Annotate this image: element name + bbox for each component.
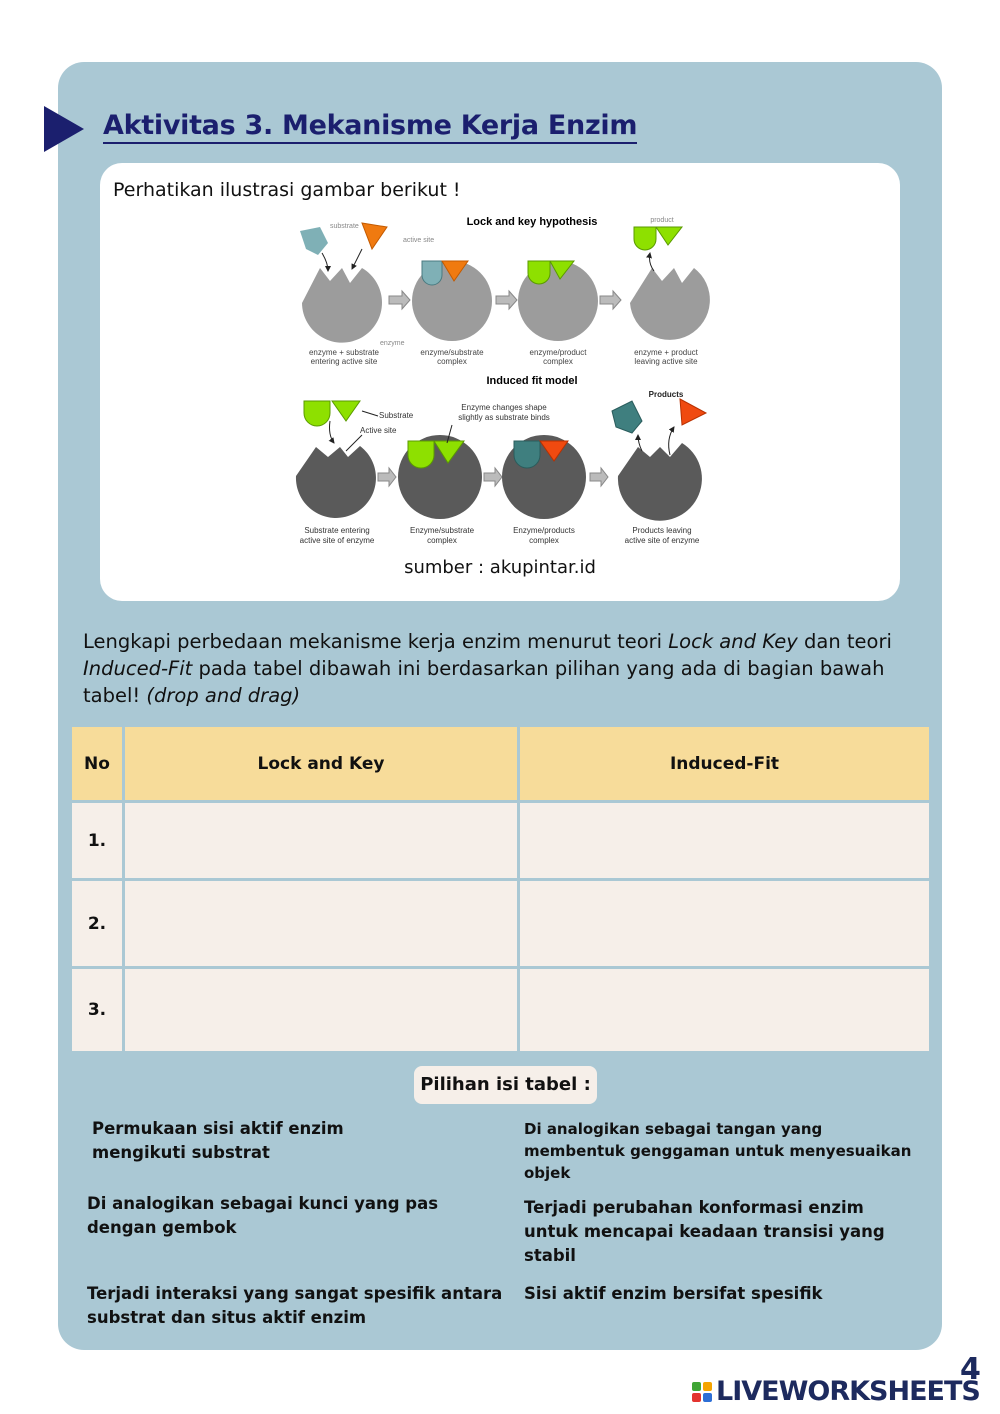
enzyme-mechanism-figure: [282, 211, 722, 551]
lk-substrate-orange: [362, 223, 387, 249]
header-no: No: [72, 727, 122, 800]
if-title: Induced fit model: [486, 375, 578, 387]
if-active-site-label: Active site: [360, 426, 397, 435]
if-step1-line2: active site of enzyme: [299, 536, 375, 545]
illustration-card: [100, 163, 900, 601]
lk-step4-line1: enzyme + product: [634, 348, 698, 357]
header-induced-fit: Induced-Fit: [520, 727, 929, 800]
image-source: sumber : akupintar.id: [404, 557, 596, 578]
if-products-label: Products: [648, 390, 684, 399]
option-item[interactable]: Permukaan sisi aktif enzim mengikuti substrat: [92, 1119, 344, 1162]
if-enzyme-4: [618, 443, 702, 521]
lk-step2-line2: complex: [437, 357, 467, 366]
lk-step1-line1: enzyme + substrate: [308, 348, 380, 357]
if-enzyme-1: [296, 446, 376, 518]
row-number: 2.: [72, 881, 122, 966]
table-row: [72, 803, 929, 878]
table-header-row: [72, 727, 929, 800]
if-substrate-label: Substrate: [379, 411, 414, 420]
lk-enzyme-label: enzyme: [380, 340, 405, 347]
option-item[interactable]: Di analogikan sebagai kunci yang pas dengan gembok: [87, 1194, 439, 1237]
row-number: 3.: [72, 969, 122, 1051]
liveworksheets-logo-icon: [692, 1382, 712, 1402]
if-step3-line2: complex: [529, 536, 559, 545]
lk-step1-line2: entering active site: [310, 357, 378, 366]
if-step2-line2: complex: [427, 536, 457, 545]
option-item[interactable]: Terjadi interaksi yang sangat spesifik antara substrat dan situs aktif enzim: [87, 1284, 503, 1327]
if-step3-line1: Enzyme/products: [513, 526, 575, 535]
drop-zone-lock-key-2[interactable]: [125, 881, 517, 966]
watermark-text: LIVEWORKSHEETS: [716, 1376, 980, 1407]
lk-substrate-teal: [300, 227, 328, 255]
lk-substrate-label: substrate: [330, 223, 359, 230]
if-change-line1: Enzyme changes shape: [461, 403, 547, 412]
drop-zone-induced-fit-2[interactable]: [520, 881, 929, 966]
activity-title: Aktivitas 3. Mekanisme Kerja Enzim: [103, 110, 637, 144]
options-title: Pilihan isi tabel :: [414, 1066, 597, 1104]
lk-title: Lock and key hypothesis: [466, 216, 598, 228]
option-item[interactable]: Di analogikan sebagai tangan yang membentuk genggaman untuk menyesuaikan objek: [524, 1120, 912, 1182]
lk-step4-line2: leaving active site: [634, 357, 698, 366]
drop-zone-lock-key-3[interactable]: [125, 969, 517, 1051]
card-intro: Perhatikan ilustrasi gambar berikut !: [113, 179, 461, 201]
lk-step3-line2: complex: [543, 357, 573, 366]
table-row: [72, 881, 929, 966]
if-change-line2: slightly as substrate binds: [458, 413, 550, 422]
lk-active-site-label: active site: [403, 237, 435, 244]
lk-step2-line1: enzyme/substrate: [420, 348, 484, 357]
option-item[interactable]: Sisi aktif enzim bersifat spesifik: [524, 1284, 823, 1303]
if-step2-line1: Enzyme/substrate: [409, 526, 475, 535]
comparison-table: [69, 724, 932, 1054]
liveworksheets-watermark: [692, 1376, 992, 1408]
play-arrow-icon: [44, 106, 84, 152]
page-number: 4: [960, 1352, 981, 1387]
header-lock-key: Lock and Key: [125, 727, 517, 800]
row-number: 1.: [72, 803, 122, 878]
drop-zone-lock-key-1[interactable]: [125, 803, 517, 878]
lk-enzyme-1: [302, 268, 382, 343]
if-step1-line1: Substrate entering: [304, 526, 370, 535]
instruction-text: Lengkapi perbedaan mekanisme kerja enzim menurut teori Lock and Key dan teori Induced-Fit pada tabel dibawah ini berdasarkan pilihan yang ada di bagian bawah tabel! (drop and drag): [83, 630, 892, 707]
lk-step3-line1: enzyme/product: [529, 348, 587, 357]
lk-product-label: product: [650, 217, 674, 224]
drop-zone-induced-fit-3[interactable]: [520, 969, 929, 1051]
if-step4-line2: active site of enzyme: [624, 536, 700, 545]
if-step4-line1: Products leaving: [632, 526, 692, 535]
option-item[interactable]: Terjadi perubahan konformasi enzim untuk mencapai keadaan transisi yang stabil: [524, 1198, 885, 1265]
drop-zone-induced-fit-1[interactable]: [520, 803, 929, 878]
table-row: [72, 969, 929, 1051]
lk-enzyme-4: [630, 268, 710, 340]
